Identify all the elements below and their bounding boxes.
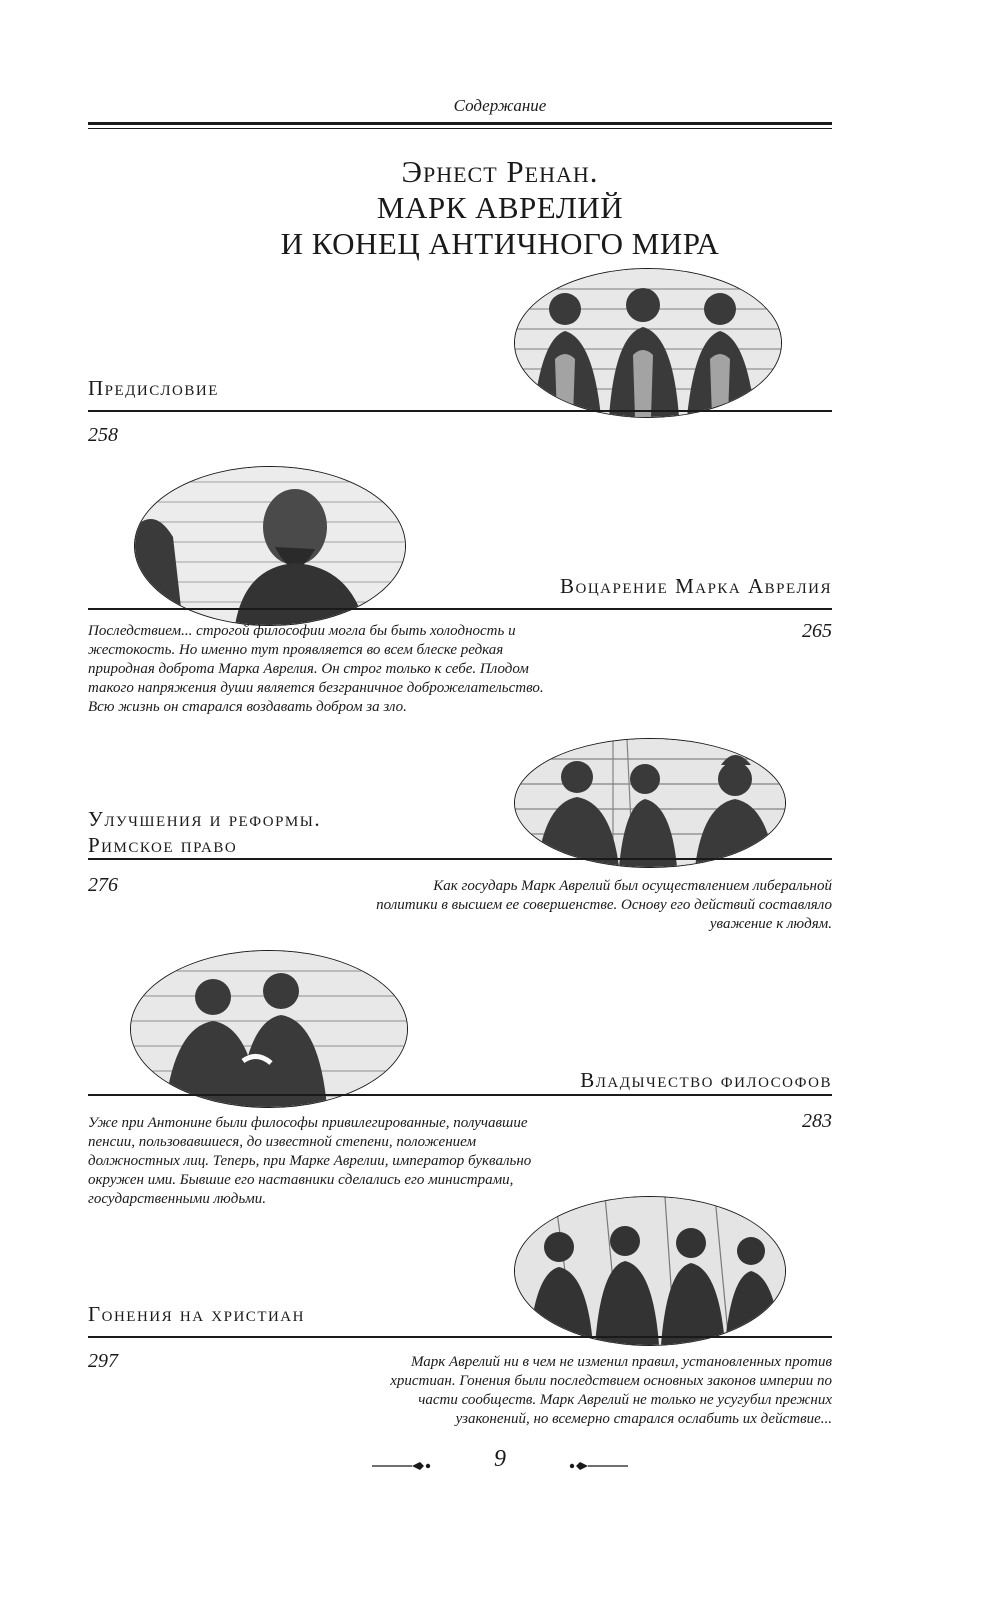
fleuron-left-icon xyxy=(372,1460,432,1472)
section-rule xyxy=(88,1336,832,1338)
toc-heading-reforms[interactable] xyxy=(88,806,321,858)
title-book-line1: МАРК АВРЕЛИЙ xyxy=(376,190,624,225)
running-head: Содержание xyxy=(453,96,547,115)
header-rule-thick xyxy=(88,122,832,125)
page-footer xyxy=(372,1446,628,1480)
toc-desc-philosophers: Уже при Антонине были философы привилегированные, получавшие пенсии, пользовавшиеся, до известной степени, положением должностных лиц. Теперь, при Марке Аврелии, император буквально окружен ими. Бывшие его наставники сделались его министрами, государственными людьми. xyxy=(88,1115,532,1207)
toc-page-preface[interactable]: 258 xyxy=(88,424,118,446)
fleuron-right-icon xyxy=(568,1460,628,1472)
toc-heading-accession[interactable]: Воцарение Марка Аврелия xyxy=(559,574,832,598)
illustration-soldiers-in-helmets xyxy=(514,738,786,868)
toc-page-persecution[interactable]: 297 xyxy=(88,1350,118,1372)
toc-heading-reforms-line2: Римское право xyxy=(88,833,238,857)
toc-desc-accession: Последствием... строгой философии могла бы быть холодность и жестокость. Но именно тут проявляется во всем блеске редкая природная доброта Марка Аврелия. Он строг только к себе. Плодом такого напряжения души является безграничное доброжелательство. Всю жизнь он старался воздавать добром за зло. xyxy=(88,623,544,715)
toc-page-reforms[interactable]: 276 xyxy=(88,874,118,896)
toc-page-philosophers[interactable]: 283 xyxy=(802,1110,832,1132)
illustration-marching-legionaries xyxy=(514,1196,786,1346)
section-rule xyxy=(88,1094,832,1096)
title-book-line2: И КОНЕЦ АНТИЧНОГО МИРА xyxy=(280,226,720,261)
toc-heading-philosophers[interactable]: Владычество философов xyxy=(580,1068,832,1092)
page-title xyxy=(0,154,1000,262)
header-rule-thin xyxy=(88,128,832,129)
section-rule xyxy=(88,608,832,610)
illustration-three-philosophers xyxy=(514,268,782,418)
toc-desc-reforms: Как государь Марк Аврелий был осуществлением либеральной политики в высшем ее совершенстве. Основу его действий составляло уважение к людям. xyxy=(376,878,832,932)
section-rule xyxy=(88,858,832,860)
toc-heading-reforms-line1: Улучшения и реформы. xyxy=(88,807,322,831)
page-number: 9 xyxy=(494,1446,506,1472)
toc-heading-persecution[interactable]: Гонения на христиан xyxy=(88,1302,305,1326)
illustration-two-men-handshake xyxy=(130,950,408,1108)
toc-page-accession[interactable]: 265 xyxy=(802,620,832,642)
illustration-emperor-portrait xyxy=(134,466,406,626)
toc-desc-persecution: Марк Аврелий ни в чем не изменил правил, установленных против христиан. Гонения были последствием основных законов империи по части сообществ. Марк Аврелий не только не усугубил прежних узаконений, но всемерно старался ослабить их действие... xyxy=(390,1354,832,1427)
toc-heading-preface[interactable]: Предисловие xyxy=(88,376,219,400)
title-author: Эрнест Ренан. xyxy=(401,154,599,189)
section-rule xyxy=(88,410,832,412)
